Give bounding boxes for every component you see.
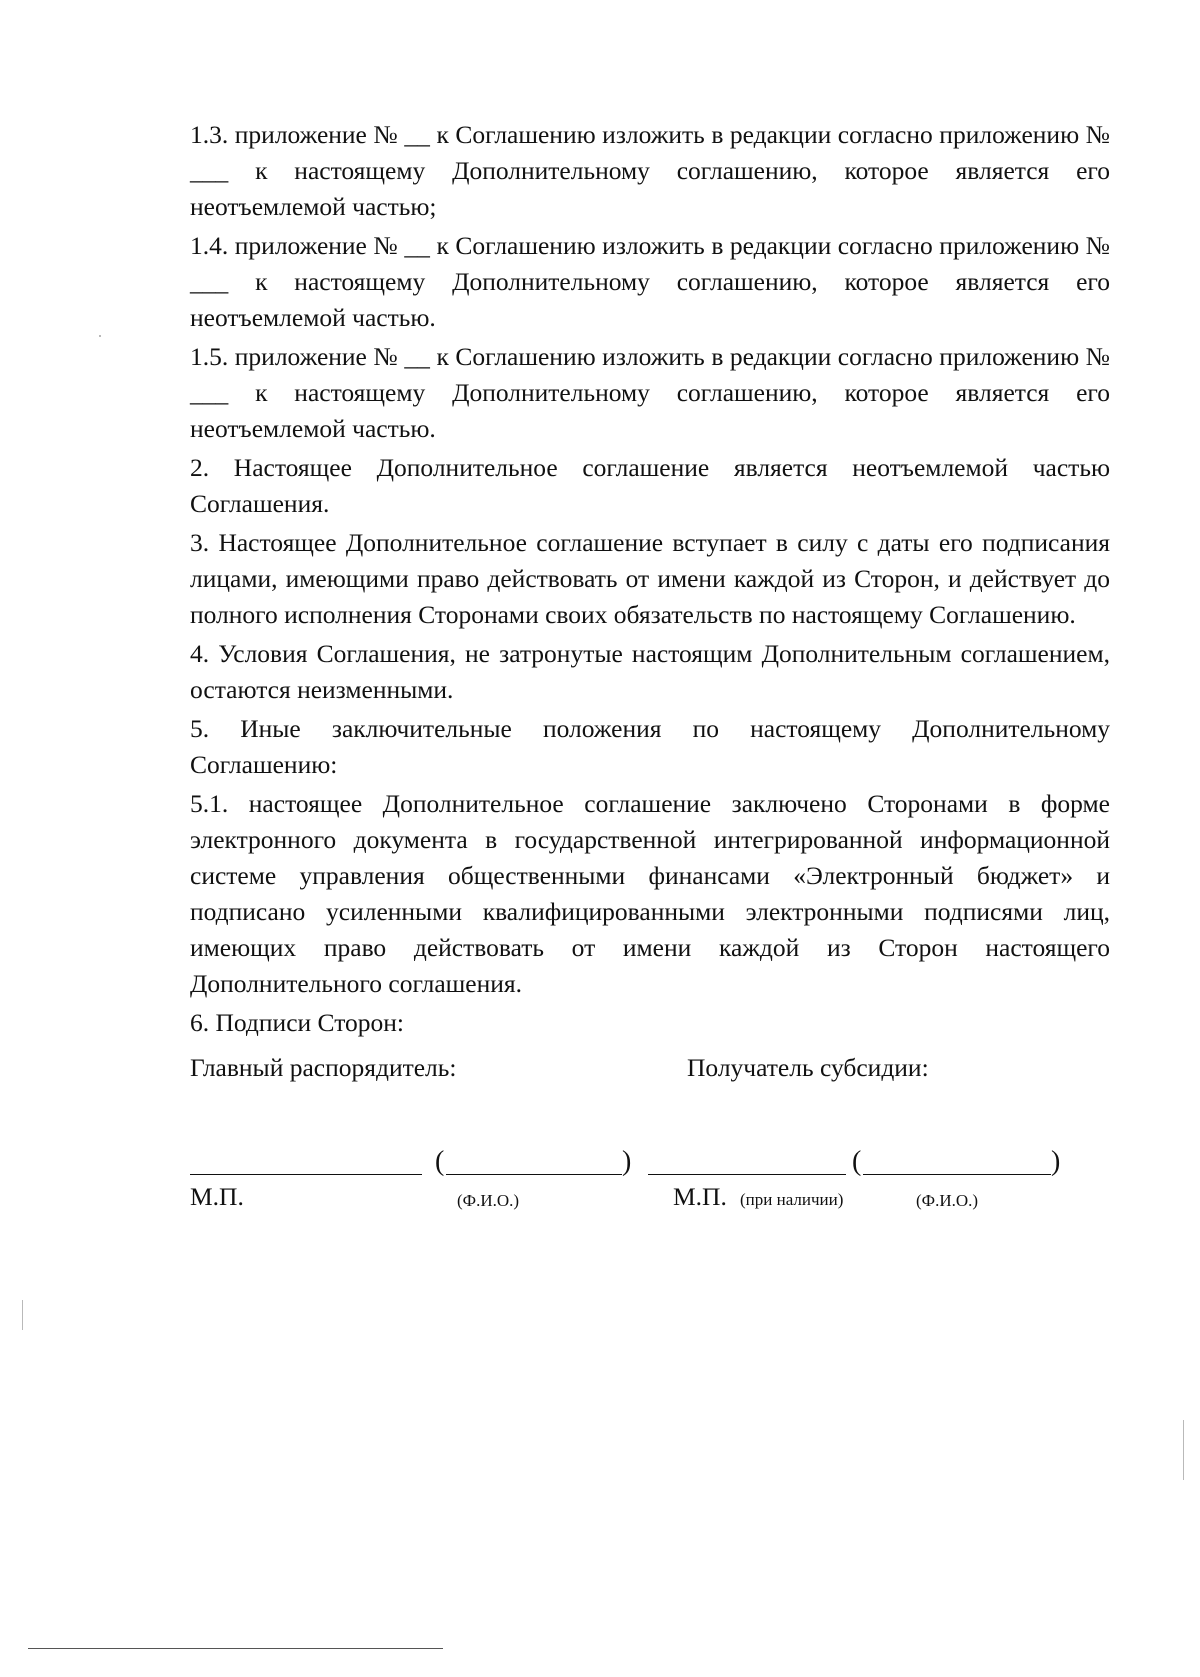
clause-2: 2. Настоящее Дополнительное соглашение является неотъемлемой частью Соглашения. xyxy=(190,453,1110,518)
document-body xyxy=(190,117,1110,1044)
scan-speck xyxy=(22,1300,23,1330)
clause-3: 3. Настоящее Дополнительное соглашение вступает в силу с даты его подписания лицами, имеющими право действовать от имени каждой из Сторон, и действует до полного исполнения Сторонами своих обязательств по настоящему Соглашению. xyxy=(190,528,1110,629)
left-fio-line xyxy=(446,1174,622,1175)
right-stamp-note: (при наличии) xyxy=(740,1190,844,1209)
clause-1-5: 1.5. приложение № __ к Соглашению изложить в редакции согласно приложению № ___ к настоящему Дополнительному соглашению, которое является его неотъемлемой частью. xyxy=(190,342,1110,443)
left-stamp-label: М.П. xyxy=(190,1182,244,1211)
right-signature-line xyxy=(648,1174,846,1175)
left-fio-close-paren: ) xyxy=(622,1146,632,1177)
clause-5-1: 5.1. настоящее Дополнительное соглашение заключено Сторонами в форме электронного документа в государственной интегрированной информационной системе управления общественными финансами «Электронный бюджет» и подписано усиленными квалифицированными электронными подписями лиц, имеющих право действовать от имени каждой из Сторон настоящего Дополнительного соглашения. xyxy=(190,789,1110,998)
right-stamp-label: М.П. xyxy=(673,1182,727,1211)
left-fio-caption: (Ф.И.О.) xyxy=(457,1191,520,1210)
left-fio-open-paren: ( xyxy=(435,1146,445,1177)
right-fio-open-paren: ( xyxy=(852,1146,862,1177)
clause-4: 4. Условия Соглашения, не затронутые настоящим Дополнительным соглашением, остаются неизменными. xyxy=(190,639,1110,704)
right-fio-close-paren: ) xyxy=(1051,1146,1061,1177)
footer-rule xyxy=(28,1648,443,1649)
signature-headings xyxy=(190,1050,1110,1090)
scan-speck xyxy=(1183,1420,1184,1480)
clause-5: 5. Иные заключительные положения по настоящему Дополнительному Соглашению: xyxy=(190,714,1110,779)
clause-6: 6. Подписи Сторон: xyxy=(190,1008,404,1037)
signature-block xyxy=(190,1140,1110,1230)
right-fio-caption: (Ф.И.О.) xyxy=(916,1191,979,1210)
left-party-heading: Главный распорядитель: xyxy=(190,1053,457,1082)
right-fio-line xyxy=(863,1174,1051,1175)
clause-1-4: 1.4. приложение № __ к Соглашению изложить в редакции согласно приложению № ___ к настоящему Дополнительному соглашению, которое является его неотъемлемой частью. xyxy=(190,231,1110,332)
left-signature-line xyxy=(190,1174,422,1175)
clause-1-3: 1.3. приложение № __ к Соглашению изложить в редакции согласно приложению № ___ к настоящему Дополнительному соглашению, которое является его неотъемлемой частью; xyxy=(190,120,1110,221)
scan-speck xyxy=(99,335,101,337)
right-party-heading: Получатель субсидии: xyxy=(687,1053,929,1082)
